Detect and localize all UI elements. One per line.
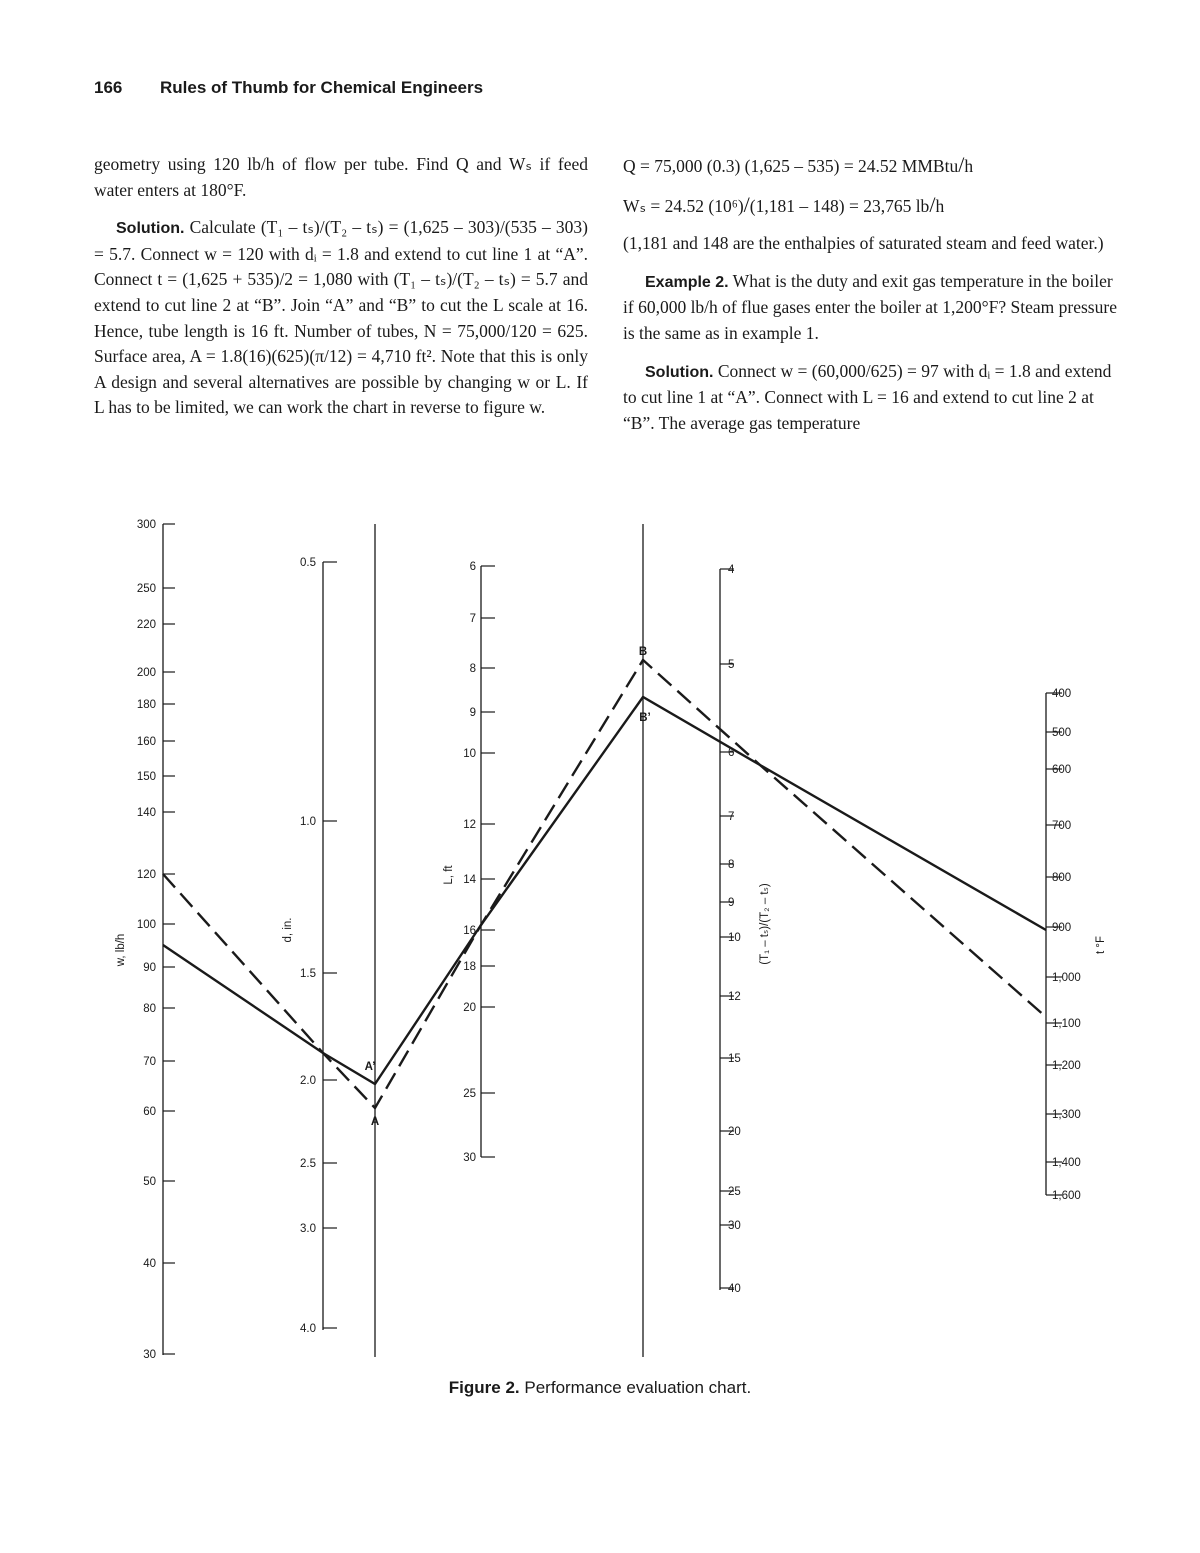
tick-label: 150 [136,771,156,783]
tick-label: 1,400 [1052,1157,1081,1169]
point-label-b-prime: B’ [639,712,651,724]
solution-2-paragraph [623,359,1117,437]
equation-ws: Wₛ = 24.52 (10⁶)/(1,181 – 148) = 23,765 lb/h [623,191,945,217]
tick-label: 7 [469,613,476,625]
tick-label: 14 [463,874,476,886]
tick-label: 5 [728,659,735,671]
enthalpy-note: (1,181 and 148 are the enthalpies of saturated steam and feed water.) [623,233,1104,254]
tick-label: 1,300 [1052,1109,1081,1121]
tick-label: 250 [136,583,156,595]
tick-label: 15 [728,1053,741,1065]
axis-title-t: t °F [1095,935,1107,955]
tick-label: 6 [469,561,476,573]
tick-label: 100 [136,919,156,931]
tick-label: 12 [463,819,476,831]
solution-label: Solution. [116,220,185,238]
equation-q-body: Q = 75,000 (0.3) (1,625 – 535) = 24.52 MMBtu [623,156,959,176]
equation-ws-denominator: (1,181 – 148) = 23,765 lb [749,195,930,216]
tick-label: 30 [143,1349,156,1361]
performance-evaluation-chart [0,500,1200,1370]
tick-label: 2.0 [300,1075,316,1087]
tick-label: 90 [143,962,156,974]
axis-title-w: w, lb/h [115,933,127,967]
left-paragraph-1: geometry using 120 lb/h of flow per tube. Find Q and Wₛ if feed water enters at 180°F. [94,154,588,200]
example-2-label: Example 2. [645,273,729,291]
tick-label: 140 [136,807,156,819]
tick-label: 220 [136,619,156,631]
point-label-b: B [638,646,648,658]
tick-label: 20 [728,1126,741,1138]
tick-label: 1,100 [1052,1018,1081,1030]
tick-label: 4 [728,564,735,576]
tick-label: 6 [728,747,735,759]
running-header [94,78,483,98]
tick-label: 30 [728,1220,741,1232]
figure-caption [0,1378,1200,1398]
figure-caption-text: Performance evaluation chart. [524,1378,752,1397]
tick-label: 200 [136,667,156,679]
example-2-text: What is the duty and exit gas temperature in the boiler if 60,000 lb/h of flue gases enter the boiler at 1,200°F? Steam pressure is the same as in example 1. [623,270,1117,343]
tick-label: 40 [728,1283,741,1295]
equation-q-unit: h [964,156,974,176]
tick-label: 600 [1052,764,1072,776]
solution-paragraph [94,215,588,421]
tick-label: 9 [469,707,476,719]
solution-text: Calculate (T₁ – tₛ)/(T₂ – tₛ) = (1,625 – 303)/(535 – 303) = 5.7. Connect w = 120 with dᵢ = 1.8 and extend to cut line 1 at “A”. Connect t = (1,625 + 535)/2 = 1,080 with (T₁ – tₛ)/(T₂ – tₛ) = 5.7 and extend to cut line 2 at “B”. Join “A” and “B” to cut the L scale at 16. Hence, tube length is 16 ft. Number of tubes, N = 75,000/120 = 625. Surface area, A = 1.8(16)(625)(π/12) = 4,710 ft². Note that this is only A design and several alternatives are possible by changing w or L. If L has to be limited, we can work the chart in reverse to figure w. [94,217,589,418]
tick-label: 700 [1052,820,1072,832]
right-column [623,152,1117,448]
tick-label: 7 [728,811,735,823]
tick-label: 3.0 [300,1223,316,1235]
tick-label: 800 [1052,872,1072,884]
tick-label: 160 [136,736,156,748]
tick-label: 2.5 [300,1158,316,1170]
tick-label: 1,000 [1052,972,1081,984]
tick-label: 80 [143,1003,156,1015]
book-title: Rules of Thumb for Chemical Engineers [160,78,484,97]
tick-label: 10 [463,748,476,760]
tick-label: 20 [463,1002,476,1014]
tick-label: 16 [463,925,476,937]
tick-label: 400 [1052,688,1072,700]
tick-label: 50 [143,1176,156,1188]
tick-label: 12 [728,991,741,1003]
tick-label: 8 [728,859,735,871]
tick-label: 120 [136,869,156,881]
solution-2-text: Connect w = (60,000/625) = 97 with dᵢ = 1.8 and extend to cut line 1 at “A”. Connect with L = 16 and extend to cut line 2 at “B”. The average gas temperature [623,360,1112,433]
axis-title-d: d, in. [282,917,294,943]
tick-label: 1.5 [300,968,316,980]
tick-label: 30 [463,1152,476,1164]
left-column [94,152,588,433]
tick-label: 40 [143,1258,156,1270]
solution-2-label: Solution. [645,363,714,381]
tick-label: 900 [1052,922,1072,934]
tick-label: 18 [463,961,476,973]
tick-label: 1.0 [300,816,316,828]
tick-label: 60 [143,1106,156,1118]
tick-label: 1,600 [1052,1190,1081,1202]
solution-line-example-1 [163,660,1046,1108]
tick-label: 70 [143,1056,156,1068]
example-2-paragraph [623,269,1117,347]
solution-line-example-2 [163,697,1046,1084]
tick-label: 300 [136,519,156,531]
axis-title-ratio: (T₁ – tₛ)/(T₂ – tₛ) [759,883,771,965]
tick-label: 1,200 [1052,1060,1081,1072]
axis-title-l: L, ft [443,865,455,885]
point-label-a: A [370,1116,380,1128]
tick-label: 180 [136,699,156,711]
point-label-a-prime: A’ [364,1061,376,1073]
tick-label: 4.0 [300,1323,316,1335]
tick-label: 8 [469,663,476,675]
tick-label: 500 [1052,727,1072,739]
tick-label: 25 [463,1088,476,1100]
equation-ws-unit: h [935,195,945,216]
tick-label: 9 [728,897,735,909]
figure-label: Figure 2. [448,1378,520,1397]
equation-ws-body: Wₛ = 24.52 (10⁶) [623,195,744,216]
tick-label: 10 [728,932,741,944]
page-number: 166 [94,78,123,97]
tick-label: 25 [728,1186,741,1198]
equation-q: Q = 75,000 (0.3) (1,625 – 535) = 24.52 MMBtu/h [623,152,974,177]
tick-label: 0.5 [300,557,316,569]
